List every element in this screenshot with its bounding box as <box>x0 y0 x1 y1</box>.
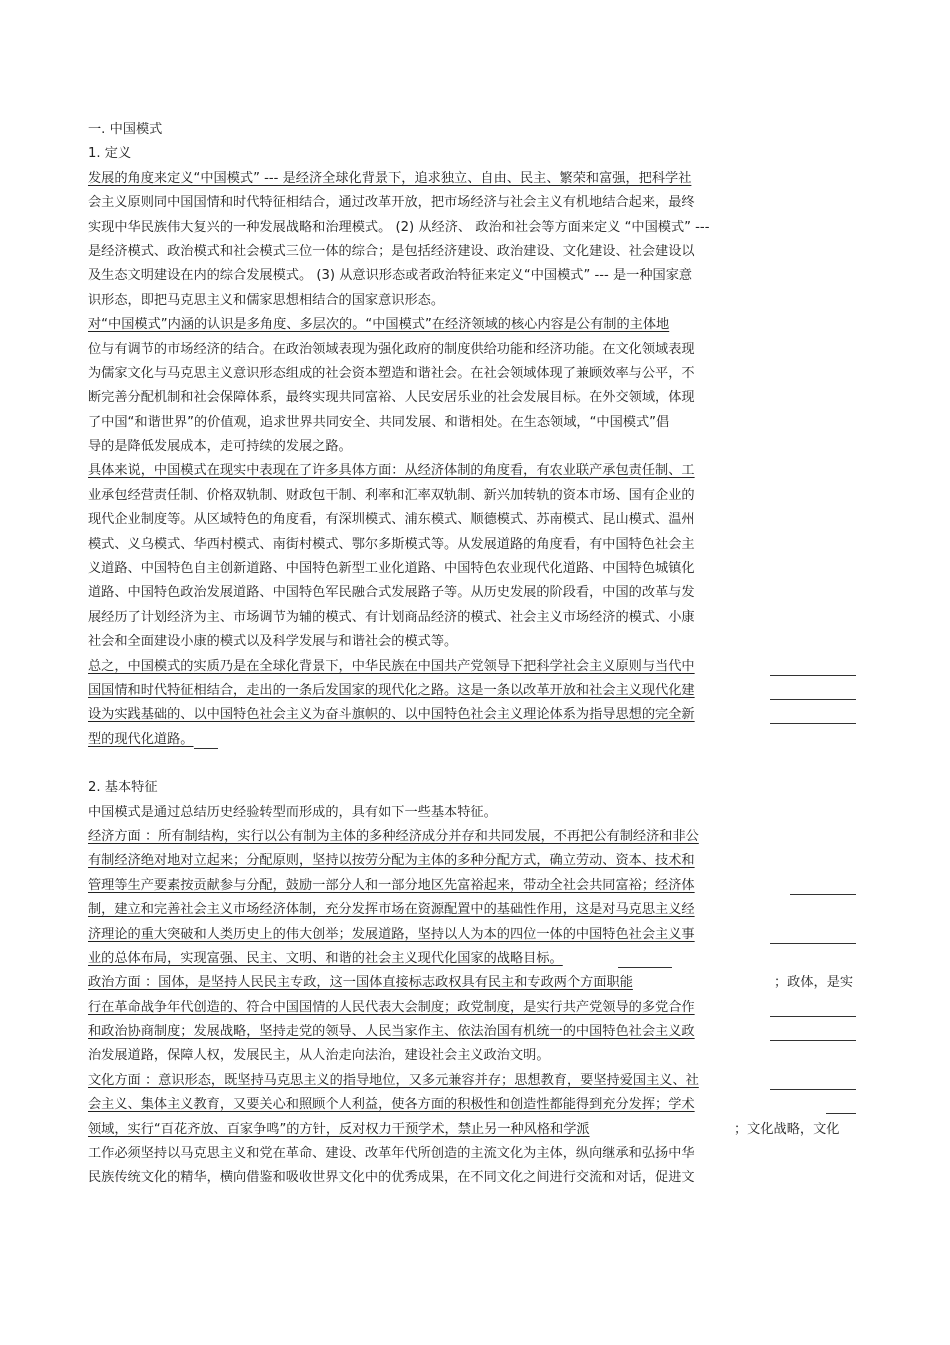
text-line <box>88 1093 863 1117</box>
text-line <box>88 1069 863 1093</box>
text-line <box>88 947 863 971</box>
text-span: 业的总体布局，实现富强、民主、文明、和谐的社会主义现代化国家的战略目标。 <box>88 950 563 966</box>
spacer <box>88 752 863 776</box>
text-span: ；文化战略，文化 <box>734 1121 840 1137</box>
text-line <box>88 849 863 873</box>
underline-rule <box>618 967 672 968</box>
paragraph-economy <box>88 825 863 971</box>
text-span: 有制经济绝对地对立起来；分配原则，坚持以按劳分配为主体的多种分配方式，确立劳动、资本、技术和 <box>88 853 695 869</box>
text-line: 及生态文明建设在内的综合发展模式。 (3) 从意识形态或者政治特征来定义“中国模式” --- 是一种国家意 <box>88 268 693 284</box>
underline-rule <box>770 723 856 724</box>
text-line: 识形态，即把马克思主义和儒家思想相结合的国家意识形态。 <box>88 292 445 308</box>
text-line <box>88 679 863 703</box>
text-span: 总之，中国模式的实质乃是在全球化背景下，中华民族在中国共产党领导下把科学社会主义原则与当代中 <box>88 658 695 674</box>
text-line <box>88 923 863 947</box>
text-span: 经济方面 ：所有制结构，实行以公有制为主体的多种经济成分并存和共同发展，不再把公有制经济和非公 <box>88 828 699 844</box>
underline-rule <box>770 699 856 700</box>
text-line: 导的是降低发展成本，走可持续的发展之路。 <box>88 439 352 455</box>
text-line: 为儒家文化与马克思主义意识形态组成的社会资本塑造和谐社会。在社会领域体现了兼顾效率与公平，不 <box>88 365 695 381</box>
text-span: 制，建立和完善社会主义市场经济体制，充分发挥市场在资源配置中的基础性作用，这是对马克思主义经 <box>88 902 695 918</box>
text-line <box>88 167 863 191</box>
text-span: 对“中国模式”内涵的认识是多角度、多层次的。“中国模式”在经济领域的核心内容是公有制的主体地 <box>88 317 670 333</box>
text-line <box>88 655 863 679</box>
text-line: 展经历了计划经济为主、市场调节为辅的模式、有计划商品经济的模式、社会主义市场经济的模式、小康 <box>88 609 695 625</box>
text-line: 道路、中国特色政治发展道路、中国特色军民融合式发展路子等。从历史发展的阶段看，中国的改革与发 <box>88 585 695 601</box>
text-span: 政治方面 ：国体，是坚持人民民主专政，这一国体直接标志政权具有民主和专政两个方面职能 <box>88 975 633 991</box>
underline-rule <box>770 1089 856 1090</box>
text-line: 社会和全面建设小康的模式以及科学发展与和谐社会的模式等。 <box>88 634 458 650</box>
text-line: 工作必须坚持以马克思主义和党在革命、建设、改革年代所创造的主流文化为主体，纵向继承和弘扬中华 <box>88 1146 695 1162</box>
paragraph-specifics <box>88 459 863 654</box>
text-span: 国国情和时代特征相结合，走出的一条后发国家的现代化之路。这是一条以改革开放和社会主义现代化建 <box>88 682 695 698</box>
text-span: 会主义、集体主义教育，又要关心和照顾个人利益，使各方面的积极性和创造性都能得到充分发挥；学术 <box>88 1097 695 1113</box>
subsection-heading: 2. 基本特征 <box>88 780 158 796</box>
text-line <box>88 825 863 849</box>
text-line: 会主义原则同中国国情和时代特征相结合，通过改革开放，把市场经济与社会主义有机地结合起来，最终 <box>88 195 695 211</box>
paragraph-definition <box>88 167 863 313</box>
text-line: 了中国“和谐世界”的价值观，追求世界共同安全、共同发展、和谐相处。在生态领域，“中国模式”倡 <box>88 414 670 430</box>
text-span: 型的现代化道路。 <box>88 731 194 747</box>
text-span: 具体来说，中国模式在现实中表现在了许多具体方面：从经济体制的角度看，有农业联产承包责任制、工 <box>88 463 695 479</box>
text-line <box>88 971 863 995</box>
text-line <box>88 874 863 898</box>
text-line <box>88 728 863 752</box>
text-line <box>88 703 863 727</box>
text-line <box>88 1118 863 1142</box>
paragraph-summary <box>88 655 863 753</box>
text-line <box>88 459 863 483</box>
underline-rule <box>826 1113 856 1114</box>
paragraph-politics <box>88 971 863 1069</box>
text-span: 行在革命战争年代创造的、符合中国国情的人民代表大会制度；政党制度，是实行共产党领导的多党合作 <box>88 999 695 1015</box>
underline-rule <box>770 1016 856 1017</box>
text-span: 领域，实行“百花齐放、百家争鸣”的方针，反对权力干预学术，禁止另一种风格和学派 <box>88 1121 590 1137</box>
text-span: 发展的角度来定义“中国模式” --- 是经济全球化背景下，追求独立、自由、民主、繁荣和富强，把科学社 <box>88 170 692 186</box>
text-line <box>88 313 863 337</box>
text-line: 民族传统文化的精华，横向借鉴和吸收世界文化中的优秀成果，在不同文化之间进行交流和对话，促进文 <box>88 1170 695 1186</box>
text-line <box>88 1020 863 1044</box>
underline-rule <box>770 675 856 676</box>
document-page <box>88 118 863 1191</box>
text-line: 义道路、中国特色自主创新道路、中国特色新型工业化道路、中国特色农业现代化道路、中国特色城镇化 <box>88 561 695 577</box>
text-line: 模式、义乌模式、华西村模式、南街村模式、鄂尔多斯模式等。从发展道路的角度看，有中国特色社会主 <box>88 536 695 552</box>
paragraph-connotation <box>88 313 863 459</box>
text-line: 业承包经营责任制、价格双轨制、财政包干制、利率和汇率双轨制、新兴加转轨的资本市场、国有企业的 <box>88 487 695 503</box>
text-line: 治发展道路，保障人权，发展民主，从人治走向法治，建设社会主义政治文明。 <box>88 1048 550 1064</box>
text-span: 济理论的重大突破和人类历史上的伟大创举；发展道路，坚持以人为本的四位一体的中国特色社会主义事 <box>88 926 695 942</box>
text-line: 中国模式是通过总结历史经验转型而形成的，具有如下一些基本特征。 <box>88 804 497 820</box>
text-span: ；政体，是实 <box>774 975 854 991</box>
text-span: 和政治协商制度；发展战略，坚持走党的领导、人民当家作主、依法治国有机统一的中国特色社会主义政 <box>88 1024 695 1040</box>
text-line: 现代企业制度等。从区域特色的角度看，有深圳模式、浦东模式、顺德模式、苏南模式、昆山模式、温州 <box>88 512 695 528</box>
text-line: 位与有调节的市场经济的结合。在政治领域表现为强化政府的制度供给功能和经济功能。在文化领域表现 <box>88 341 695 357</box>
paragraph-culture <box>88 1069 863 1191</box>
text-span: 文化方面 ：意识形态，既坚持马克思主义的指导地位，又多元兼容并存；思想教育，要坚持爱国主义、社 <box>88 1072 699 1088</box>
subsection-heading: 1. 定义 <box>88 146 132 162</box>
text-span: 设为实践基础的、以中国特色社会主义为奋斗旗帜的、以中国特色社会主义理论体系为指导思想的完全新 <box>88 707 695 723</box>
text-span: 管理等生产要素按贡献参与分配，鼓励一部分人和一部分地区先富裕起来，带动全社会共同富裕；经济体 <box>88 877 695 893</box>
section-heading: 一. 中国模式 <box>88 122 163 137</box>
text-line <box>88 898 863 922</box>
underline-rule <box>770 943 856 944</box>
underline-rule <box>194 748 218 749</box>
underline-rule <box>790 894 856 895</box>
text-line: 实现中华民族伟大复兴的一种发展战略和治理模式。 (2) 从经济、 政治和社会等方面来定义 “中国模式” --- <box>88 219 710 235</box>
text-line: 断完善分配机制和社会保障体系，最终实现共同富裕、人民安居乐业的社会发展目标。在外交领域，体现 <box>88 390 695 406</box>
text-line: 是经济模式、政治模式和社会模式三位一体的综合；是包括经济建设、政治建设、文化建设、社会建设以 <box>88 243 695 259</box>
underline-rule <box>770 1040 856 1041</box>
text-line <box>88 996 863 1020</box>
